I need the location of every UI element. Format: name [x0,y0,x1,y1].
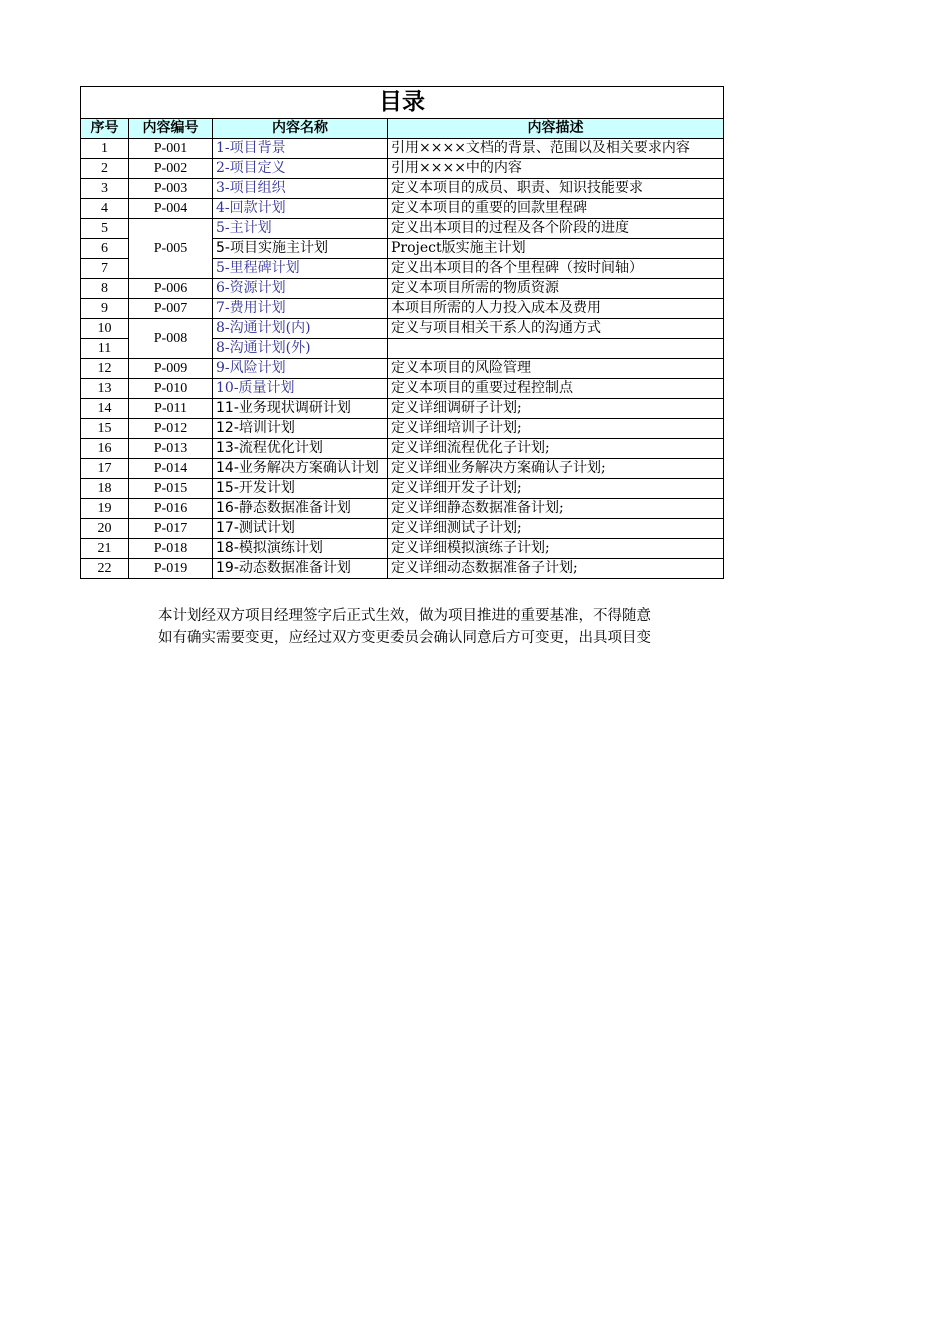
row-name-link[interactable]: 7-费用计划 [213,299,388,319]
row-index: 1 [81,139,129,159]
row-index: 9 [81,299,129,319]
row-code: P-006 [129,279,213,299]
row-desc: 定义详细调研子计划; [388,399,724,419]
table-row [81,359,724,379]
row-code: P-004 [129,199,213,219]
row-index: 18 [81,479,129,499]
row-code: P-018 [129,539,213,559]
row-name: 12-培训计划 [213,419,388,439]
row-index: 17 [81,459,129,479]
row-name-link[interactable]: 9-风险计划 [213,359,388,379]
table-row [81,279,724,299]
row-desc: 定义本项目的重要的回款里程碑 [388,199,724,219]
row-code: P-016 [129,499,213,519]
header-code: 内容编号 [129,119,213,139]
row-index: 8 [81,279,129,299]
row-code: P-013 [129,439,213,459]
row-desc: Project版实施主计划 [388,239,724,259]
row-index: 4 [81,199,129,219]
row-code: P-012 [129,419,213,439]
header-row [81,119,724,139]
row-desc: 定义出本项目的各个里程碑（按时间轴） [388,259,724,279]
row-code: P-011 [129,399,213,419]
row-desc: 定义本项目的重要过程控制点 [388,379,724,399]
row-desc: 定义本项目的成员、职责、知识技能要求 [388,179,724,199]
row-code: P-007 [129,299,213,319]
row-desc: 定义详细业务解决方案确认子计划; [388,459,724,479]
row-desc: 本项目所需的人力投入成本及费用 [388,299,724,319]
row-desc: 引用××××文档的背景、范围以及相关要求内容 [388,139,724,159]
table-row [81,499,724,519]
table-row [81,179,724,199]
toc-table [80,86,724,579]
row-index: 15 [81,419,129,439]
row-name: 18-模拟演练计划 [213,539,388,559]
row-name: 17-测试计划 [213,519,388,539]
table-row [81,299,724,319]
table-row [81,519,724,539]
row-name-link[interactable]: 1-项目背景 [213,139,388,159]
row-code: P-003 [129,179,213,199]
toc-sheet [80,86,723,579]
row-desc: 定义本项目所需的物质资源 [388,279,724,299]
table-row [81,379,724,399]
header-name: 内容名称 [213,119,388,139]
row-desc: 定义详细静态数据准备计划; [388,499,724,519]
row-index: 3 [81,179,129,199]
row-desc: 引用××××中的内容 [388,159,724,179]
row-code: P-002 [129,159,213,179]
row-desc: 定义详细模拟演练子计划; [388,539,724,559]
row-index: 5 [81,219,129,239]
row-name-link[interactable]: 10-质量计划 [213,379,388,399]
row-name-link[interactable]: 5-里程碑计划 [213,259,388,279]
row-name-link[interactable]: 6-资源计划 [213,279,388,299]
row-index: 10 [81,319,129,339]
row-name: 15-开发计划 [213,479,388,499]
row-index: 20 [81,519,129,539]
row-code: P-019 [129,559,213,579]
row-code: P-010 [129,379,213,399]
title-row [81,87,724,119]
row-index: 12 [81,359,129,379]
row-desc: 定义出本项目的过程及各个阶段的进度 [388,219,724,239]
row-code: P-009 [129,359,213,379]
row-code: P-014 [129,459,213,479]
row-index: 16 [81,439,129,459]
table-row [81,319,724,339]
row-index: 2 [81,159,129,179]
row-index: 7 [81,259,129,279]
row-desc: 定义本项目的风险管理 [388,359,724,379]
table-row [81,459,724,479]
note-line-2: 如有确实需要变更，应经过双方变更委员会确认同意后方可变更，出具项目变 [158,630,651,646]
row-desc: 定义详细培训子计划; [388,419,724,439]
row-desc: 定义详细开发子计划; [388,479,724,499]
table-row [81,419,724,439]
row-code: P-017 [129,519,213,539]
row-desc: 定义详细测试子计划; [388,519,724,539]
row-name: 11-业务现状调研计划 [213,399,388,419]
row-name-link[interactable]: 2-项目定义 [213,159,388,179]
row-code: P-005 [129,219,213,279]
table-row [81,539,724,559]
table-row [81,399,724,419]
row-name-link[interactable]: 5-主计划 [213,219,388,239]
row-index: 19 [81,499,129,519]
table-row [81,479,724,499]
table-row [81,559,724,579]
row-name: 19-动态数据准备计划 [213,559,388,579]
note-line-1: 本计划经双方项目经理签字后正式生效，做为项目推进的重要基准，不得随意 [158,608,651,624]
row-code: P-015 [129,479,213,499]
table-row [81,159,724,179]
row-name-link[interactable]: 8-沟通计划(内) [213,319,388,339]
row-name: 5-项目实施主计划 [213,239,388,259]
table-row [81,139,724,159]
row-desc: 定义与项目相关干系人的沟通方式 [388,319,724,339]
row-name: 14-业务解决方案确认计划 [213,459,388,479]
table-row [81,199,724,219]
row-code: P-008 [129,319,213,359]
row-name-link[interactable]: 3-项目组织 [213,179,388,199]
row-code: P-001 [129,139,213,159]
row-index: 14 [81,399,129,419]
row-name: 13-流程优化计划 [213,439,388,459]
page-title: 目录 [81,87,724,119]
row-index: 13 [81,379,129,399]
row-index: 11 [81,339,129,359]
table-row [81,439,724,459]
table-row [81,219,724,239]
row-index: 21 [81,539,129,559]
row-desc: 定义详细流程优化子计划; [388,439,724,459]
header-index: 序号 [81,119,129,139]
row-desc: 定义详细动态数据准备子计划; [388,559,724,579]
header-desc: 内容描述 [388,119,724,139]
row-desc [388,339,724,359]
row-name-link[interactable]: 4-回款计划 [213,199,388,219]
row-name-link[interactable]: 8-沟通计划(外) [213,339,388,359]
row-index: 6 [81,239,129,259]
row-name: 16-静态数据准备计划 [213,499,388,519]
row-index: 22 [81,559,129,579]
